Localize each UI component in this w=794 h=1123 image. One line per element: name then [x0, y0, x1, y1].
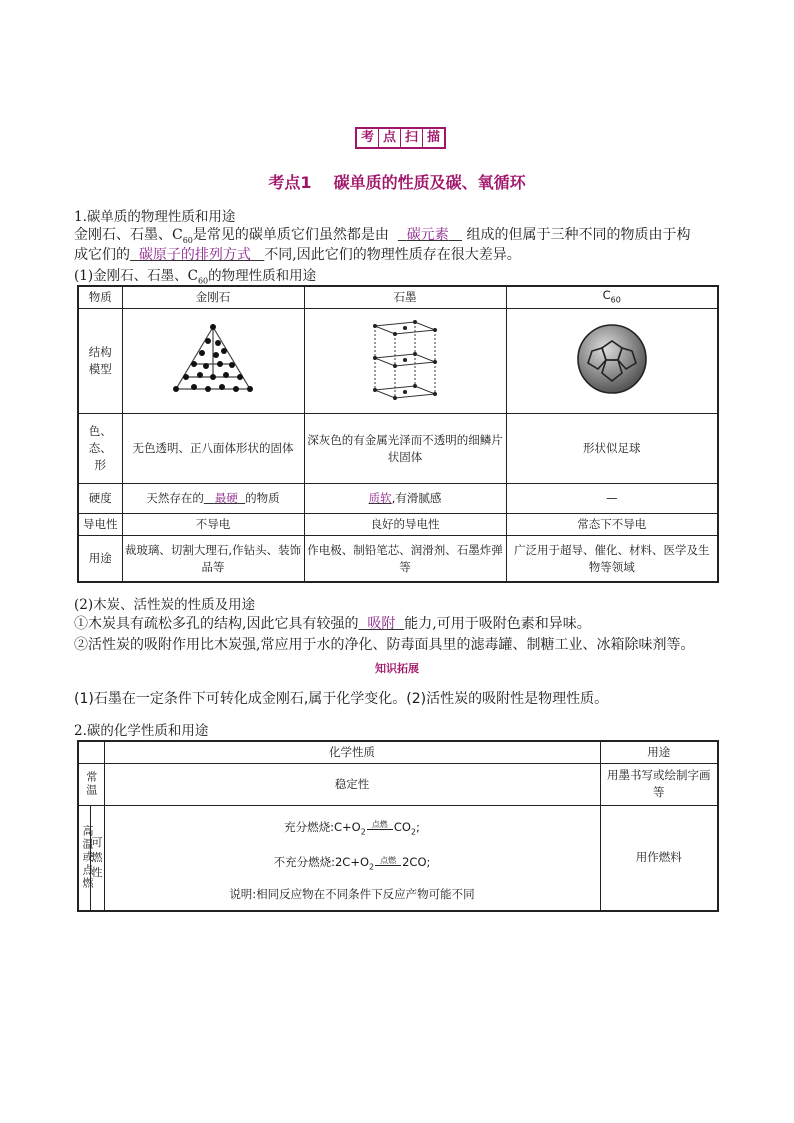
graphite-conductivity: 良好的导电性: [304, 514, 506, 536]
section1-heading: 1.碳单质的物理性质和用途: [74, 209, 236, 225]
charcoal-item-2: ②活性炭的吸附作用比木炭强,常应用于水的净化、防毒面具里的滤毒罐、制糖工业、冰箱除味剂等。: [74, 637, 695, 653]
c60-model-image: [506, 309, 718, 414]
row-label-structure: 结构 模型: [78, 309, 122, 414]
header-c60: $C_{60}$: [506, 286, 718, 309]
section2-heading: 2.碳的化学性质和用途: [74, 723, 209, 739]
diamond-model-image: [122, 309, 304, 414]
stability-cell: 稳定性: [104, 763, 600, 805]
diamond-conductivity: 不导电: [122, 514, 304, 536]
section-badge: [355, 127, 446, 149]
blank-carbon-element: 碳元素: [406, 227, 449, 243]
header-graphite: 石墨: [304, 286, 506, 309]
knowledge-extension-title: 知识拓展: [375, 662, 419, 675]
title-text: 碳单质的性质及碳、氧循环: [333, 173, 526, 192]
diamond-use: 裁玻璃、切割大理石,作钻头、装饰品等: [122, 536, 304, 582]
row-label-color: 色、态、 形: [78, 414, 122, 484]
diamond-structure-icon: [158, 319, 268, 399]
graphite-model-image: [304, 309, 506, 414]
flammability-use: 用作燃料: [600, 805, 718, 911]
charcoal-item-1: ①木炭具有疏松多孔的结构,因此它具有较强的 吸附 能力,可用于吸附色素和异味。: [74, 616, 591, 632]
combustion-note: 说明:相同反应物在不同条件下反应产物可能不同: [229, 886, 475, 901]
blank-atom-arrangement: 碳原子的排列方式: [138, 247, 251, 263]
c60-conductivity: 常态下不导电: [506, 514, 718, 536]
blank-adsorption: 吸附: [367, 616, 396, 632]
flammability-label: 可 燃 性: [90, 805, 104, 911]
combustion-equations: [104, 805, 600, 911]
badge-char: 描: [426, 130, 440, 145]
row-label-room-temp: 常温: [78, 763, 104, 805]
badge-char: 扫: [401, 129, 423, 147]
header-chemical-property: 化学性质: [104, 741, 600, 763]
header-use: 用途: [600, 741, 718, 763]
graphite-hardness: 质软,有滑腻感: [304, 484, 506, 514]
badge-char: 考: [357, 129, 379, 147]
diamond-color: 无色透明、正八面体形状的固体: [122, 414, 304, 484]
carbon-physical-table: [77, 285, 719, 583]
graphite-use: 作电极、制铅笔芯、润滑剂、石墨炸弹等: [304, 536, 506, 582]
knowledge-extension-text: (1)石墨在一定条件下可转化成金刚石,属于化学变化。(2)活性炭的吸附性是物理性质。: [74, 691, 609, 707]
header-substance: 物质: [78, 286, 122, 309]
c60-color: 形状似足球: [506, 414, 718, 484]
intro-line-2: 成它们的 碳原子的排列方式 不同,因此它们的物理性质存在很大差异。: [74, 247, 521, 263]
row-label-high-temp: 高温或点燃: [78, 805, 90, 911]
graphite-structure-icon: [365, 316, 445, 402]
incomplete-combustion-eq: 不充分燃烧$:2C+O_2$ 点燃 2CO;: [273, 855, 431, 872]
title-number: 考点1: [268, 173, 312, 192]
row-label-hardness: 硬度: [78, 484, 122, 514]
badge-char: 点: [379, 129, 401, 147]
carbon-chemical-table: [77, 740, 719, 912]
subsection-2-heading: (2)木炭、活性炭的性质及用途: [74, 597, 256, 613]
c60-use: 广泛用于超导、催化、材料、医学及生物等领域: [506, 536, 718, 582]
c60-hardness: —: [506, 484, 718, 514]
corner-cell: [78, 741, 104, 763]
intro-line-1: 金刚石、石墨、$C_{60}$是常见的碳单质它们虽然都是由 碳元素 组成的但属于三种不同的物质由于构: [74, 227, 691, 245]
subsection-1-heading: (1)金刚石、石墨、$C_{60}$的物理性质和用途: [74, 268, 317, 286]
row-label-use: 用途: [78, 536, 122, 582]
graphite-color: 深灰色的有金属光泽而不透明的细鳞片状固体: [304, 414, 506, 484]
diamond-hardness: 天然存在的 最硬 的物质: [122, 484, 304, 514]
row-label-conductivity: 导电性: [78, 514, 122, 536]
stability-use: 用墨书写或绘制字画等: [600, 763, 718, 805]
page-title: [0, 170, 794, 193]
complete-combustion-eq: 充分燃烧$:C+O_2$ 点燃 $CO_2$;: [284, 819, 420, 837]
header-diamond: 金刚石: [122, 286, 304, 309]
c60-structure-icon: [574, 321, 650, 397]
